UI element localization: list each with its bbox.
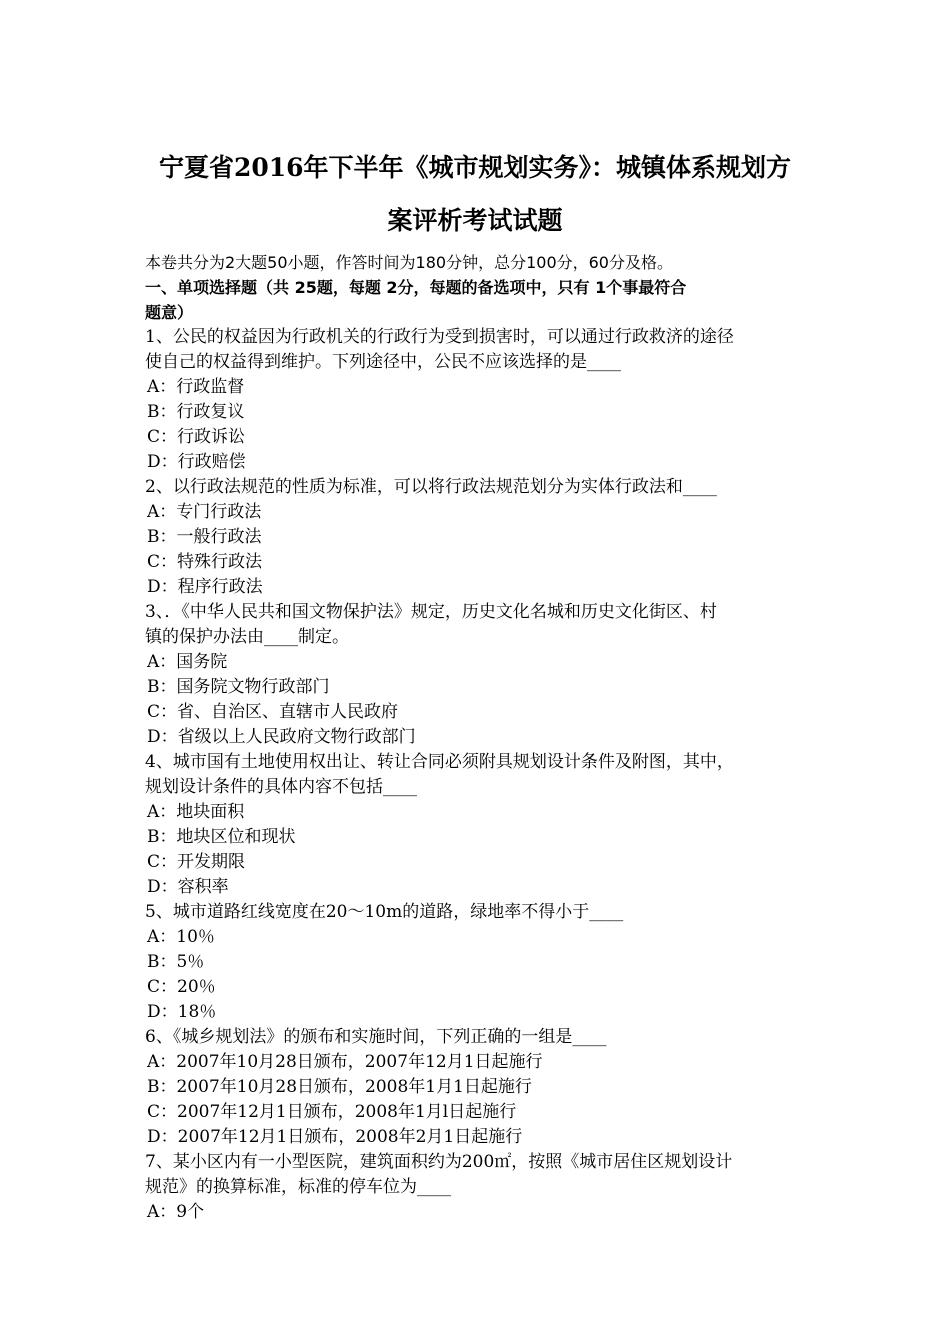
option-a: A：9个 bbox=[147, 1202, 205, 1222]
question-text: 1、公民的权益因为行政机关的行政行为受到损害时，可以通过行政救济的途径 bbox=[145, 327, 734, 347]
question-1 bbox=[145, 325, 815, 475]
option-b: B：行政复议 bbox=[147, 402, 245, 422]
option-c: C：行政诉讼 bbox=[147, 427, 246, 447]
option-d: D：程序行政法 bbox=[147, 577, 263, 597]
option-a: A：10％ bbox=[147, 927, 215, 947]
question-text: 镇的保护办法由____制定。 bbox=[145, 627, 349, 647]
option-b: B：地块区位和现状 bbox=[147, 827, 296, 847]
option-c: C：特殊行政法 bbox=[147, 552, 263, 572]
option-c: C：2007年12月1日颁布，2008年1月l日起施行 bbox=[147, 1102, 517, 1122]
option-a: A：专门行政法 bbox=[147, 502, 262, 522]
question-7 bbox=[145, 1150, 815, 1225]
option-b: B：5％ bbox=[147, 952, 205, 972]
option-c: C：开发期限 bbox=[147, 852, 246, 872]
document-title-line-1: 宁夏省2016年下半年《城市规划实务》：城镇体系规划方 bbox=[158, 153, 792, 182]
question-text: 规范》的换算标准，标准的停车位为____ bbox=[145, 1177, 451, 1197]
question-text: 4、城市国有土地使用权出让、转让合同必须附具规划设计条件及附图，其中， bbox=[145, 752, 734, 772]
option-c: C：20％ bbox=[147, 977, 216, 997]
option-a: A：国务院 bbox=[147, 652, 228, 672]
question-text: 使自己的权益得到维护。下列途径中，公民不应该选择的是____ bbox=[145, 352, 621, 372]
question-text: 6、《城乡规划法》的颁布和实施时间，下列正确的一组是____ bbox=[145, 1027, 607, 1047]
question-text: 5、城市道路红线宽度在20～10m的道路，绿地率不得小于____ bbox=[145, 902, 624, 922]
question-text: 3、．《中华人民共和国文物保护法》规定，历史文化名城和历史文化街区、村 bbox=[145, 602, 717, 622]
option-d: D：行政赔偿 bbox=[147, 452, 246, 472]
question-text: 规划设计条件的具体内容不包括____ bbox=[145, 777, 417, 797]
option-c: C：省、自治区、直辖市人民政府 bbox=[147, 702, 399, 722]
option-d: D：容积率 bbox=[147, 877, 229, 897]
option-a: A：行政监督 bbox=[147, 377, 245, 397]
option-d: D：省级以上人民政府文物行政部门 bbox=[147, 727, 416, 747]
section-heading-line-2: 题意） bbox=[145, 303, 194, 322]
question-text: 2、以行政法规范的性质为标准，可以将行政法规范划分为实体行政法和____ bbox=[145, 477, 717, 497]
document-body bbox=[145, 250, 815, 1225]
question-6 bbox=[145, 1025, 815, 1150]
option-a: A：地块面积 bbox=[147, 802, 245, 822]
exam-intro: 本卷共分为2大题50小题，作答时间为180分钟，总分100分，60分及格。 bbox=[145, 253, 673, 272]
question-text: 7、某小区内有一小型医院，建筑面积约为200㎡，按照《城市居住区规划设计 bbox=[145, 1152, 733, 1172]
document-title-line-2: 案评析考试试题 bbox=[387, 206, 563, 235]
question-2 bbox=[145, 475, 815, 600]
question-4 bbox=[145, 750, 815, 900]
question-3 bbox=[145, 600, 815, 750]
question-5 bbox=[145, 900, 815, 1025]
option-b: B：2007年10月28日颁布，2008年1月1日起施行 bbox=[147, 1077, 532, 1097]
option-b: B：国务院文物行政部门 bbox=[147, 677, 330, 697]
option-a: A：2007年10月28日颁布，2007年12月1日起施行 bbox=[147, 1052, 543, 1072]
option-d: D：2007年12月1日颁布，2008年2月1日起施行 bbox=[147, 1127, 523, 1147]
option-d: D：18％ bbox=[147, 1002, 217, 1022]
option-b: B：一般行政法 bbox=[147, 527, 262, 547]
section-heading-line-1: 一、单项选择题（共 25题，每题 2分，每题的备选项中，只有 1个事最符合 bbox=[145, 278, 687, 297]
